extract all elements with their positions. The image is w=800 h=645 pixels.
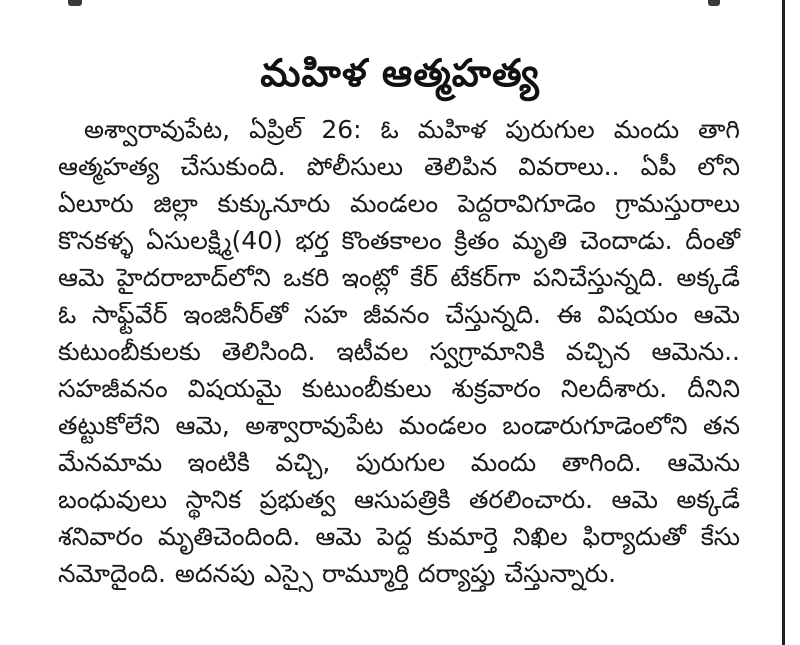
- column-divider-rule: [782, 0, 785, 645]
- text-fragment: [708, 0, 720, 6]
- text-fragment: [68, 0, 82, 6]
- article-headline: మహిళ ఆత్మహత్య: [260, 51, 540, 96]
- clipped-previous-text-fragments: [0, 0, 800, 14]
- article-body: అశ్వారావుపేట, ఏప్రిల్ 26: ఓ మహిళ పురుగుల మందు తాగి ఆత్మహత్య చేసుకుంది. పోలీసులు తెలిపిన వివరాలు.. ఏపీ లోని ఏలూరు జిల్లా కుక్కునూరు మండలం పెద్దరావిగూడెం గ్రామస్తురాలు కొనకళ్ళ ఏసులక్ష్మి(40) భర్త కొంతకాలం క్రితం మృతి చెందాడు. దీంతో ఆమె హైదరాబాద్‌లోని ఒకరి ఇంట్లో కేర్ టేకర్‌గా పనిచేస్తున్నది. అక్కడే ఓ సాఫ్ట్‌వేర్ ఇంజినీర్‌తో సహ జీవనం చేస్తున్నది. ఈ విషయం ఆమె కుటుంబీకులకు తెలిసింది. ఇటీవల స్వగ్రామానికి వచ్చిన ఆమెను.. సహజీవనం విషయమై కుటుంబీకులు శుక్రవారం నిలదీశారు. దీనిని తట్టుకోలేని ఆమె, అశ్వారావుపేట మండలం బండారుగూడెంలోని తన మేనమామ ఇంటికి వచ్చి, పురుగుల మందు తాగింది. ఆమెను బంధువులు స్థానిక ప్రభుత్వ ఆసుపత్రికి తరలించారు. ఆమె అక్కడే శనివారం మృతిచెందింది. ఆమె పెద్ద కుమార్తె నిఖిల ఫిర్యాదుతో కేసు నమోదైంది. అదనపు ఎస్సై రామ్మూర్తి దర్యాప్తు చేస్తున్నారు.: [58, 115, 740, 588]
